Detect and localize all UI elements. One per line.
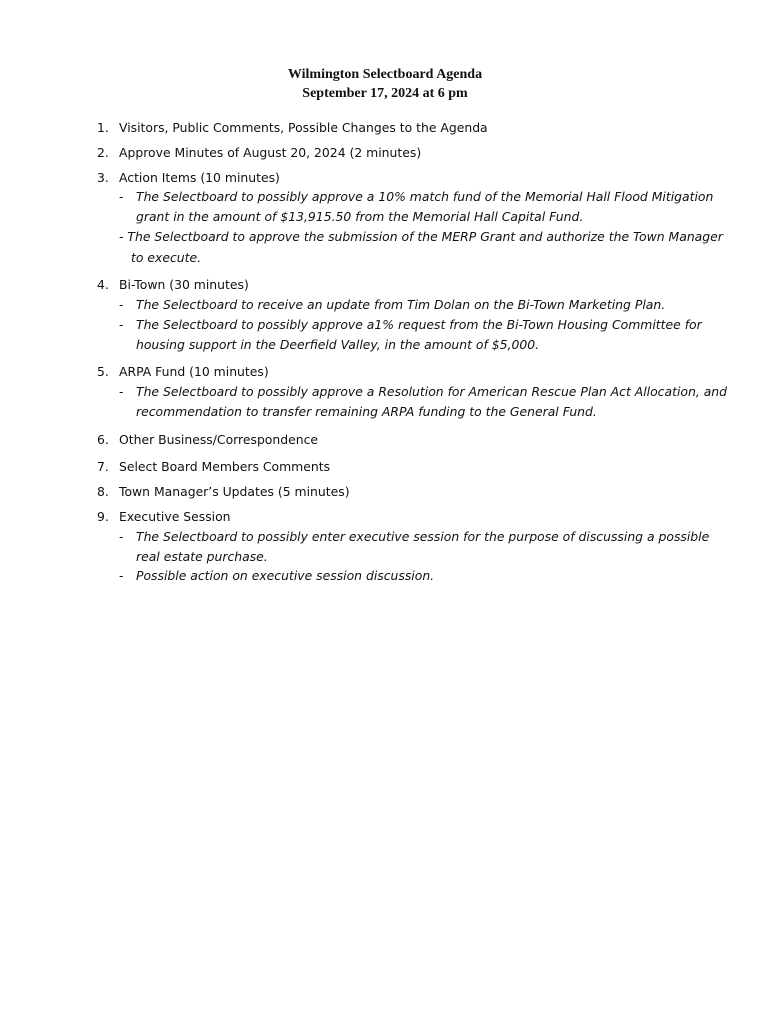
- sub-item-dash: -: [119, 568, 124, 583]
- agenda-item-9: [97, 507, 737, 527]
- sub-item-text: The Selectboard to possibly approve a1% request from the Bi-Town Housing Committee for: [136, 317, 702, 332]
- sub-item-text-continued: grant in the amount of $13,915.50 from the Memorial Hall Capital Fund.: [136, 209, 584, 224]
- agenda-item-number: 4.: [97, 277, 109, 292]
- agenda-item-text: Select Board Members Comments: [119, 459, 331, 474]
- document-title: Wilmington Selectboard Agenda: [287, 67, 483, 82]
- sub-item-dash: -: [119, 317, 124, 332]
- sub-item-text-continued: recommendation to transfer remaining ARPA funding to the General Fund.: [136, 404, 597, 419]
- agenda-item-text: Other Business/Correspondence: [119, 432, 319, 447]
- agenda-item-number: 6.: [97, 432, 109, 447]
- agenda-item-6: [97, 430, 737, 450]
- agenda-item-number: 1.: [97, 120, 109, 135]
- sub-item-text: Possible action on executive session discussion.: [136, 568, 435, 583]
- sub-item-text: The Selectboard to possibly approve a Resolution for American Rescue Plan Act Allocation, and: [136, 384, 728, 399]
- sub-item-text-continued: housing support in the Deerfield Valley, in the amount of $5,000.: [136, 337, 540, 352]
- agenda-item-text: Town Manager’s Updates (5 minutes): [119, 484, 350, 499]
- agenda-item-number: 7.: [97, 459, 109, 474]
- sub-item-dash: -: [119, 384, 124, 399]
- sub-item-dash: -: [119, 189, 124, 204]
- agenda-item-1: [97, 118, 737, 138]
- agenda-item-text: Visitors, Public Comments, Possible Changes to the Agenda: [119, 120, 488, 135]
- agenda-item-number: 5.: [97, 364, 109, 379]
- document-subtitle: September 17, 2024 at 6 pm: [302, 86, 468, 101]
- agenda-item-2: [97, 143, 737, 163]
- agenda-item-number: 2.: [97, 145, 109, 160]
- sub-item-text-continued: to execute.: [131, 250, 202, 265]
- agenda-item-7: [97, 457, 737, 477]
- sub-item-text: The Selectboard to possibly enter executive session for the purpose of discussing a possible: [136, 529, 710, 544]
- agenda-item-text: ARPA Fund (10 minutes): [119, 364, 269, 379]
- agenda-item-text: Approve Minutes of August 20, 2024 (2 minutes): [119, 145, 422, 160]
- sub-item-text-continued: real estate purchase.: [136, 549, 268, 564]
- agenda-item-8: [97, 482, 737, 502]
- sub-item-dash: -: [119, 529, 124, 544]
- sub-item-text: The Selectboard to receive an update from Tim Dolan on the Bi-Town Marketing Plan.: [136, 297, 666, 312]
- agenda-item-number: 8.: [97, 484, 109, 499]
- agenda-item-text: Bi-Town (30 minutes): [119, 277, 249, 292]
- agenda-item-3: [97, 168, 737, 188]
- sub-item-text: - The Selectboard to approve the submission of the MERP Grant and authorize the Town Manager: [119, 229, 723, 244]
- agenda-item-number: 9.: [97, 509, 109, 524]
- agenda-item-text: Executive Session: [119, 509, 231, 524]
- agenda-item-text: Action Items (10 minutes): [119, 170, 280, 185]
- agenda-item-number: 3.: [97, 170, 109, 185]
- agenda-item-4: [97, 275, 737, 295]
- sub-item-dash: -: [119, 297, 124, 312]
- sub-item-text: The Selectboard to possibly approve a 10% match fund of the Memorial Hall Flood Mitigation: [136, 189, 714, 204]
- agenda-item-5: [97, 362, 737, 382]
